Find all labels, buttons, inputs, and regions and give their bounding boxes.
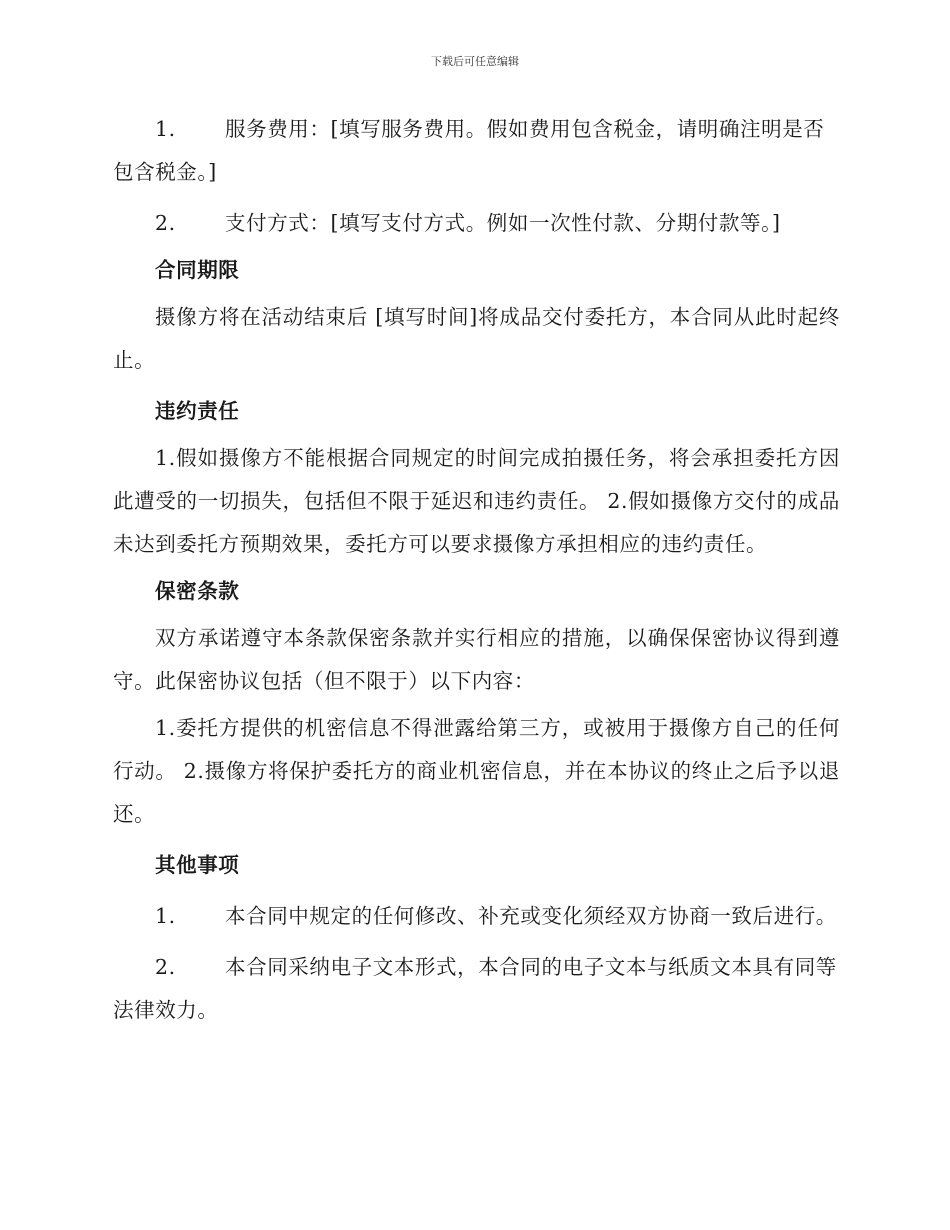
item-number: 1. [155,904,176,928]
section-heading-confidential: 保密条款 [155,579,240,603]
document-body [113,108,840,1032]
item-number: 1. [155,117,176,141]
term-paragraph: 摄像方将在活动结束后 [填写时间]将成品交付委托方，本合同从此时起终止。 [113,305,840,372]
item-text: 支付方式：[填写支付方式。例如一次性付款、分期付款等。] [225,211,781,235]
item-number: 2. [155,955,176,979]
section-heading-breach: 违约责任 [155,399,240,423]
item-text: 本合同采纳电子文本形式，本合同的电子文本与纸质文本具有同等法律效力。 [113,955,837,1022]
page-header: 下载后可任意编辑 [431,55,519,68]
item-text: 服务费用：[填写服务费用。假如费用包含税金，请明确注明是否包含税金。] [113,117,825,184]
fee-item-2 [113,202,840,245]
item-text: 本合同中规定的任何修改、补充或变化须经双方协商一致后进行。 [225,904,837,928]
section-heading-term: 合同期限 [155,258,240,282]
fee-item-1 [113,108,840,194]
breach-paragraph: 1.假如摄像方不能根据合同规定的时间完成拍摄任务，将会承担委托方因此遭受的一切损失，包括但不限于延迟和违约责任。 2.假如摄像方交付的成品未达到委托方预期效果，委托方可以要求摄像方承担相应的违约责任。 [113,446,840,556]
other-item-2 [113,946,840,1032]
item-number: 2. [155,211,176,235]
other-item-1 [113,895,840,938]
confidential-paragraph-2: 1.委托方提供的机密信息不得泄露给第三方，或被用于摄像方自己的任何行动。 2.摄像方将保护委托方的商业机密信息，并在本协议的终止之后予以退还。 [113,716,840,826]
confidential-paragraph-1: 双方承诺遵守本条款保密条款并实行相应的措施，以确保保密协议得到遵守。此保密协议包括（但不限于）以下内容： [113,626,840,693]
section-heading-other: 其他事项 [155,853,240,877]
